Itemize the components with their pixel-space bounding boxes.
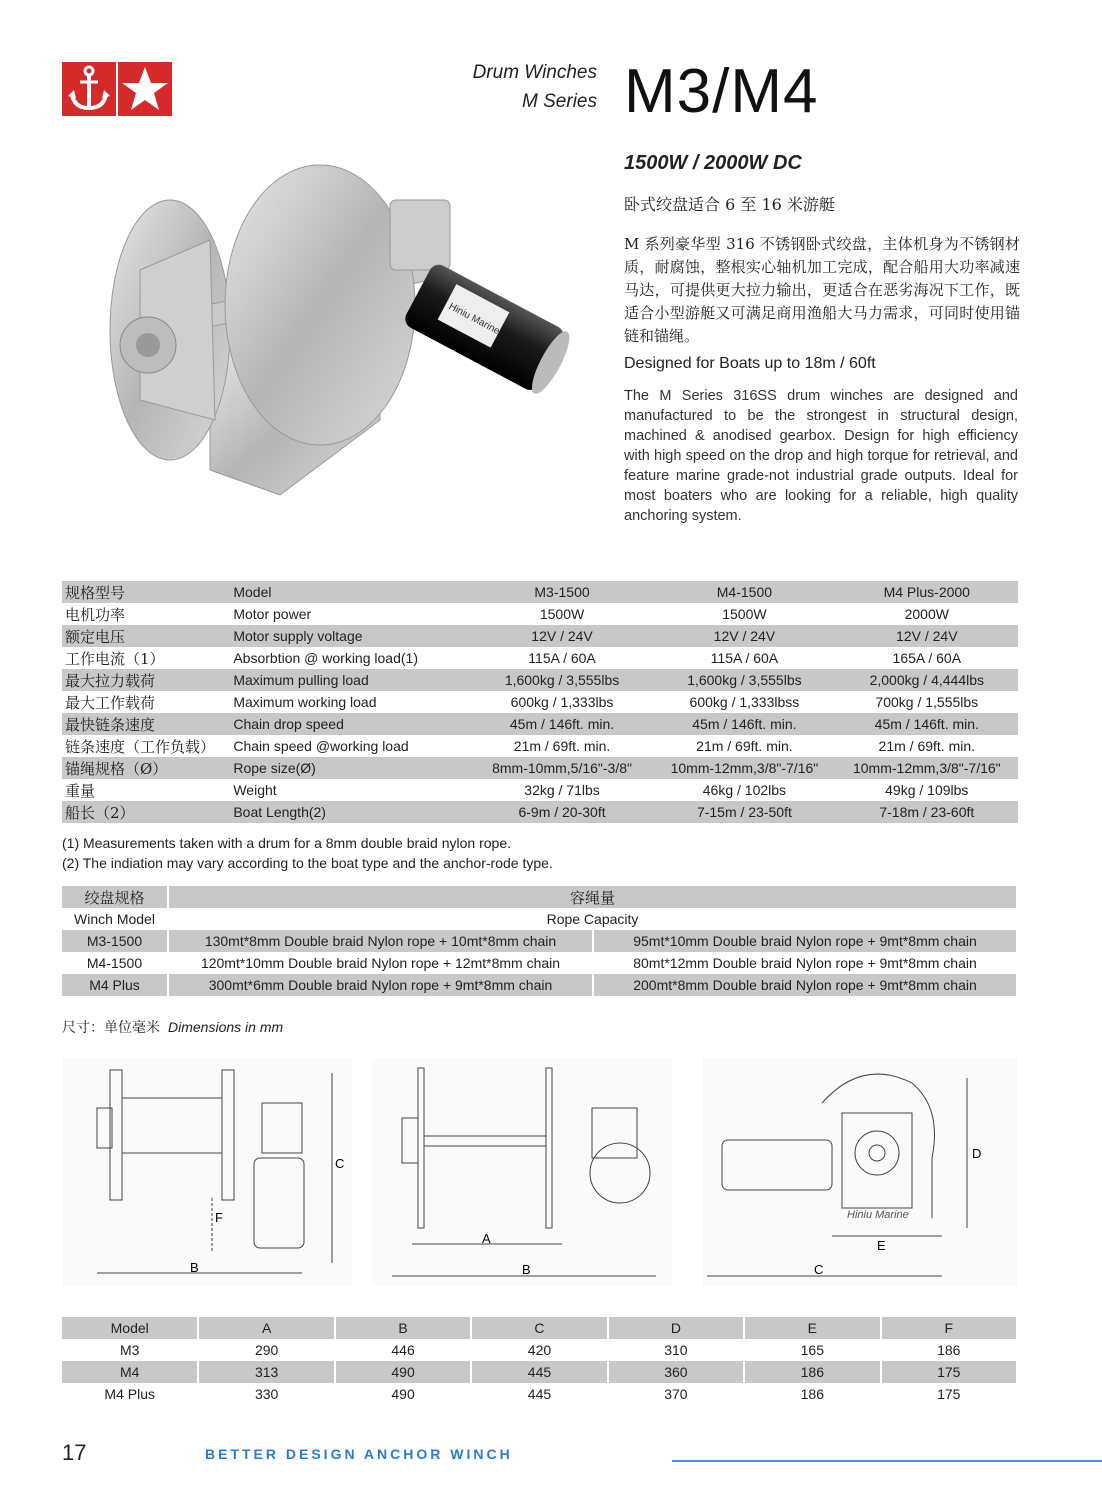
footer-rule (672, 1460, 1102, 1462)
motor-brand-label: Hiniu Marine (446, 301, 502, 338)
spec-value: M3-1500 (471, 581, 653, 603)
spec-label-cn: 最快链条速度 (62, 713, 230, 735)
brand-logo (62, 62, 172, 116)
column-header: A (198, 1317, 334, 1339)
spec-value: 700kg / 1,555lbs (875, 694, 979, 710)
spec-value: 21m / 69ft. min. (878, 738, 976, 754)
power-rating: 1500W / 2000W DC (624, 152, 802, 174)
dimension-value: 165 (744, 1339, 880, 1361)
spec-value: 45m / 146ft. min. (471, 713, 653, 735)
table-row (62, 1361, 1017, 1383)
spec-label-cn: 最大拉力载荷 (62, 669, 230, 691)
dim-label-f: F (215, 1210, 223, 1225)
spec-value: 21m / 69ft. min. (513, 738, 611, 754)
spec-label-cn: 电机功率 (65, 605, 126, 624)
spec-value: 10mm-12mm,3/8"-7/16" (653, 757, 835, 779)
table-row (62, 974, 1017, 996)
table-row (62, 647, 1018, 669)
anchor-icon (62, 62, 116, 116)
spec-label-en: Absorbtion @ working load(1) (233, 650, 418, 666)
en-subtitle: Designed for Boats up to 18m / 60ft (624, 355, 876, 372)
spec-notes (62, 833, 553, 873)
table-row (62, 669, 1018, 691)
spec-value: 7-18m / 23-60ft (836, 801, 1018, 823)
spec-label-cn: 工作电流（1） (65, 649, 165, 668)
spec-label-cn: 锚绳规格（Ø） (62, 757, 230, 779)
column-header: B (335, 1317, 471, 1339)
dimension-value: 490 (335, 1383, 471, 1405)
column-header: E (744, 1317, 880, 1339)
dimension-value: 186 (744, 1383, 880, 1405)
dimension-value: 186 (881, 1339, 1017, 1361)
dimension-value: 175 (881, 1383, 1017, 1405)
spec-value: 45m / 146ft. min. (653, 713, 835, 735)
spec-value: M4-1500 (653, 581, 835, 603)
star-icon (118, 62, 172, 116)
spec-value: 46kg / 102lbs (702, 782, 787, 798)
cn-description: M 系列豪华型 316 不锈钢卧式绞盘，主体机身为不锈钢材质，耐腐蚀，整根实心轴机加工完成，配合船用大功率减速马达，可提供更大拉力输出，更适合在恶劣海况下工作，既适合小型游艇又可满足商用渔船大马力需求，可同时使用锚链和锚绳。 (624, 235, 1020, 345)
rope-capacity-option: 130mt*8mm Double braid Nylon rope + 10mt*8mm chain (168, 930, 593, 952)
spec-value: 1,600kg / 3,555lbs (471, 669, 653, 691)
column-header: F (881, 1317, 1017, 1339)
spec-label-en: Chain drop speed (230, 713, 471, 735)
table-row (62, 779, 1018, 801)
dimension-value: 420 (471, 1339, 607, 1361)
table-row (62, 952, 1017, 974)
column-header: Model (62, 1317, 198, 1339)
model-cell: M3 (62, 1339, 198, 1361)
rope-header-cn-model: 绞盘规格 (62, 886, 168, 908)
rope-header-cn-capacity: 容绳量 (168, 886, 1017, 908)
table-row (62, 691, 1018, 713)
dimensions-label-cn: 尺寸：单位毫米 (62, 1020, 160, 1036)
rope-capacity-option: 120mt*10mm Double braid Nylon rope + 12mt*8mm chain (168, 952, 593, 974)
series-label: M Series (522, 91, 597, 112)
dimension-value: 360 (608, 1361, 744, 1383)
dim-label-b: B (522, 1262, 531, 1277)
end-view-drawing (702, 1058, 1018, 1286)
spec-value: 8mm-10mm,5/16"-3/8" (471, 757, 653, 779)
table-row (62, 735, 1018, 757)
page-number: 17 (62, 1440, 87, 1465)
rope-model: M4-1500 (62, 952, 168, 974)
dim-label-d: D (972, 1146, 982, 1161)
spec-label-en: Boat Length(2) (230, 801, 471, 823)
dimension-value: 445 (471, 1383, 607, 1405)
spec-value: 32kg / 71lbs (524, 782, 600, 798)
technical-drawings (62, 1058, 1018, 1288)
dimension-value: 370 (608, 1383, 744, 1405)
model-cell: M4 Plus (62, 1383, 198, 1405)
rope-header-en-capacity: Rope Capacity (168, 908, 1017, 930)
table-row (62, 801, 1018, 823)
table-row (62, 930, 1017, 952)
dimension-value: 313 (198, 1361, 334, 1383)
dimension-value: 186 (744, 1361, 880, 1383)
dim-label-e: E (877, 1238, 886, 1253)
spec-value: 2000W (904, 606, 949, 622)
dimensions-table (62, 1317, 1018, 1405)
side-view-drawing (372, 1058, 672, 1286)
cn-subtitle: 卧式绞盘适合 6 至 16 米游艇 (624, 195, 835, 214)
dimension-value: 445 (471, 1361, 607, 1383)
spec-label-cn: 重量 (65, 781, 96, 800)
model-cell: M4 (62, 1361, 198, 1383)
rope-capacity-option: 95mt*10mm Double braid Nylon rope + 9mt*8mm chain (593, 930, 1017, 952)
dimensions-label (62, 1017, 283, 1037)
rope-model: M4 Plus (62, 974, 168, 996)
spec-label-cn: 额定电压 (62, 625, 230, 647)
dim-label-b: B (190, 1260, 199, 1275)
note-1: (1) Measurements taken with a drum for a 8mm double braid nylon rope. (62, 835, 511, 851)
spec-label-en: Rope size(Ø) (230, 757, 471, 779)
page-title: M3/M4 (624, 57, 819, 126)
spec-value: 1,600kg / 3,555lbs (653, 669, 835, 691)
spec-value: 12V / 24V (471, 625, 653, 647)
spec-value: 1500W (722, 606, 767, 622)
spec-value: 12V / 24V (836, 625, 1018, 647)
table-row (62, 625, 1018, 647)
rope-header-en-model: Winch Model (62, 908, 168, 930)
spec-value: 45m / 146ft. min. (836, 713, 1018, 735)
category-label: Drum Winches (472, 62, 597, 83)
front-view-drawing (62, 1058, 352, 1286)
spec-value: 165A / 60A (892, 650, 962, 666)
spec-label-en: Model (230, 581, 471, 603)
spec-label-en: Weight (233, 782, 277, 798)
dimension-value: 310 (608, 1339, 744, 1361)
rope-capacity-option: 200mt*8mm Double braid Nylon rope + 9mt*8mm chain (593, 974, 1017, 996)
spec-value: 1500W (539, 606, 585, 622)
spec-label-cn: 链条速度（工作负载） (65, 737, 216, 756)
drawing-brand-label: Hiniu Marine (847, 1209, 909, 1221)
spec-label-en: Maximum pulling load (230, 669, 471, 691)
spec-value: 10mm-12mm,3/8"-7/16" (836, 757, 1018, 779)
dimension-value: 290 (198, 1339, 334, 1361)
spec-value: 12V / 24V (653, 625, 835, 647)
dim-label-a: A (482, 1231, 491, 1246)
table-row (62, 603, 1018, 625)
table-header-row (62, 1317, 1017, 1339)
rope-capacity-option: 300mt*6mm Double braid Nylon rope + 9mt*8mm chain (168, 974, 593, 996)
dimension-value: 446 (335, 1339, 471, 1361)
spec-value: 6-9m / 20-30ft (471, 801, 653, 823)
spec-value: 600kg / 1,333lbs (510, 694, 614, 710)
dimension-value: 490 (335, 1361, 471, 1383)
note-2: (2) The indiation may vary according to the boat type and the anchor-rode type. (62, 855, 553, 871)
column-header: D (608, 1317, 744, 1339)
dimension-value: 175 (881, 1361, 1017, 1383)
table-row (62, 713, 1018, 735)
table-row (62, 581, 1018, 603)
column-header: C (471, 1317, 607, 1339)
spec-value: 49kg / 109lbs (885, 782, 969, 798)
spec-value: 21m / 69ft. min. (696, 738, 793, 754)
spec-label-en: Chain speed @working load (233, 738, 409, 754)
footer-tagline: BETTER DESIGN ANCHOR WINCH (205, 1446, 513, 1462)
dim-label-c: C (335, 1156, 345, 1171)
table-row (62, 1339, 1017, 1361)
spec-value: 2,000kg / 4,444lbs (836, 669, 1018, 691)
table-row (62, 757, 1018, 779)
winch-photo (60, 140, 600, 510)
spec-label-en: Motor power (233, 606, 312, 622)
rope-capacity-option: 80mt*12mm Double braid Nylon rope + 9mt*8mm chain (593, 952, 1017, 974)
en-description: The M Series 316SS drum winches are designed and manufactured to be the strongest in structural design, machined & anodised gearbox. Design for high efficiency with high speed on the drop and high torque for retrieval, and feature marine grade-not industrial grade outputs. Ideal for most boaters who are looking for a reliable, high quality anchoring system. (624, 388, 1018, 524)
spec-label-cn: 船长（2） (62, 801, 230, 823)
dimension-value: 330 (198, 1383, 334, 1405)
table-row (62, 1383, 1017, 1405)
spec-label-en: Maximum working load (233, 694, 377, 710)
spec-value: M4 Plus-2000 (836, 581, 1018, 603)
spec-label-cn: 最大工作载荷 (65, 693, 156, 712)
rope-capacity-table (62, 886, 1018, 996)
dimensions-label-en: Dimensions in mm (168, 1019, 284, 1035)
spec-value: 7-15m / 23-50ft (653, 801, 835, 823)
spec-label-en: Motor supply voltage (230, 625, 471, 647)
spec-value: 600kg / 1,333lbss (689, 694, 800, 710)
spec-value: 115A / 60A (528, 650, 596, 666)
spec-value: 115A / 60A (710, 650, 779, 666)
spec-table (62, 581, 1018, 823)
rope-model: M3-1500 (62, 930, 168, 952)
spec-label-cn: 规格型号 (62, 581, 230, 603)
dim-label-c: C (814, 1262, 824, 1277)
